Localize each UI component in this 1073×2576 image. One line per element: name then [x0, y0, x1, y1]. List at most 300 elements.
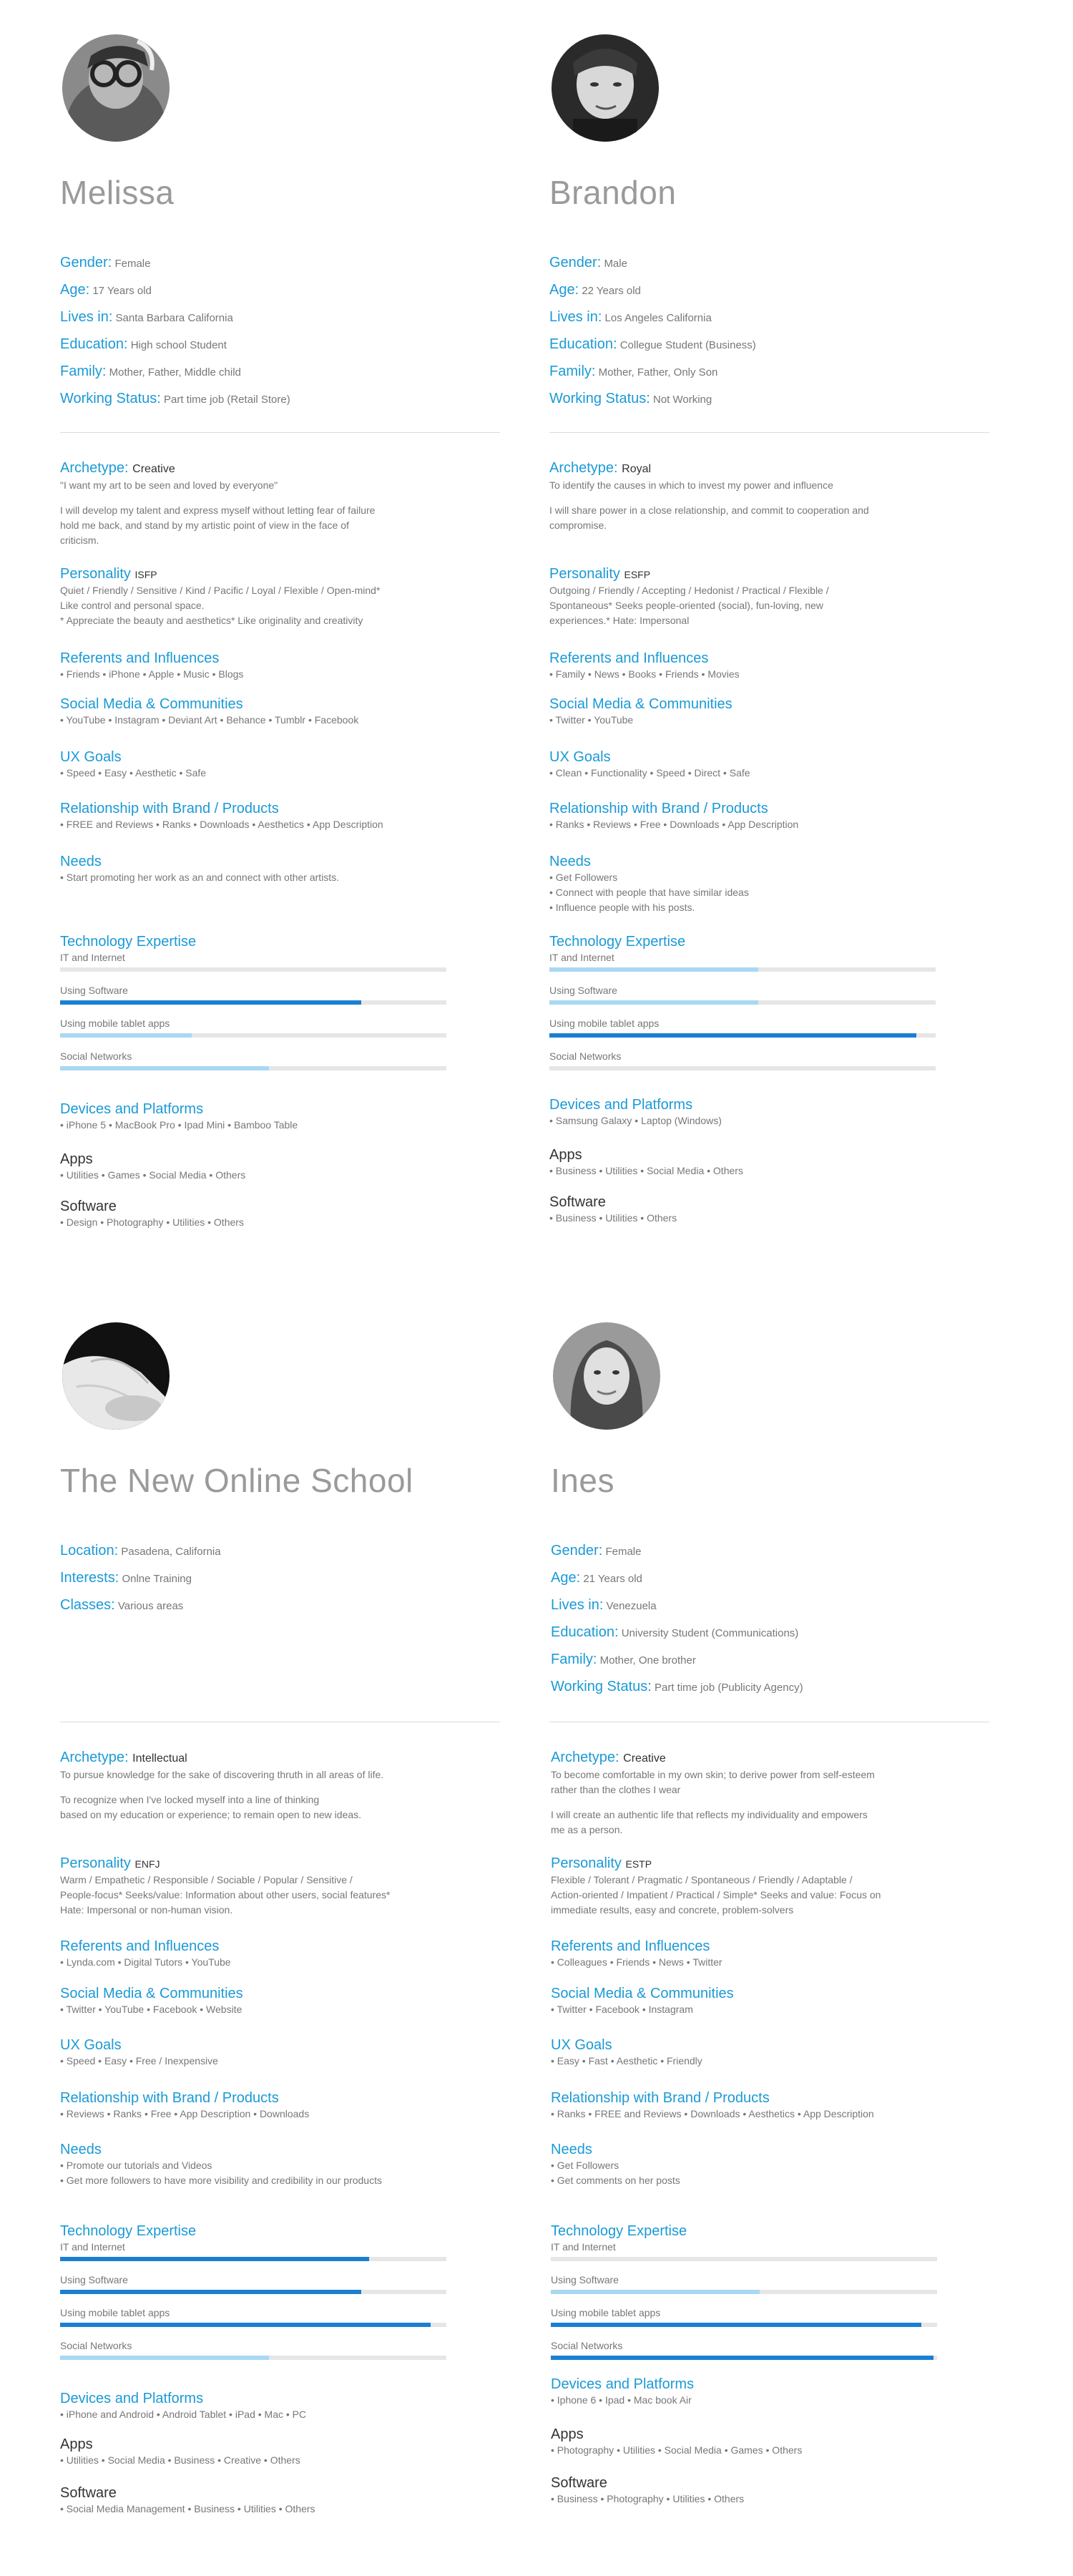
- info-row: [549, 309, 950, 325]
- tech-skill-label: IT and Internet: [549, 952, 614, 963]
- text-line: • Ranks • FREE and Reviews • Downloads • Aesthetics • App Description: [551, 2108, 874, 2119]
- needs-section: [60, 2141, 461, 2188]
- info-label: Lives in:: [60, 309, 113, 325]
- tech-skill-label: Using Software: [549, 985, 617, 996]
- brand-list: [60, 2107, 461, 2122]
- tech-skill-label: Using mobile tablet apps: [551, 2307, 661, 2318]
- text-line: • Clean • Functionality • Speed • Direct • Safe: [549, 767, 750, 779]
- text-line: • Twitter • YouTube • Facebook • Website: [60, 2004, 242, 2015]
- skill-level-bar: [60, 967, 446, 972]
- skill-level-fill: [551, 2290, 760, 2294]
- software-list: [549, 1211, 950, 1226]
- social-title: Social Media & Communities: [549, 696, 733, 712]
- social-title: Social Media & Communities: [551, 1986, 734, 2001]
- apps-title: Apps: [60, 2436, 93, 2452]
- personality-text: [551, 1873, 951, 1918]
- social-section: [60, 696, 461, 728]
- spacer: [549, 493, 950, 503]
- text-line: Outgoing / Friendly / Accepting / Hedonist / Practical / Flexible /: [549, 585, 829, 596]
- referents-title: Referents and Influences: [60, 650, 220, 666]
- section-title: [60, 1855, 461, 1873]
- avatar-photo-icon: [553, 1322, 660, 1430]
- technology-expertise-section: [551, 2223, 951, 2373]
- personality-label: Personality: [551, 1855, 622, 1871]
- personality-text: [60, 583, 461, 628]
- tech-skill-label: Social Networks: [549, 1050, 622, 1062]
- text-line: experiences.* Hate: Impersonal: [549, 615, 690, 626]
- text-line: "I want my art to be seen and loved by everyone": [60, 479, 278, 491]
- text-line: • Twitter • Facebook • Instagram: [551, 2004, 693, 2015]
- tech-skill-label: Social Networks: [60, 2340, 132, 2351]
- info-value: Not Working: [652, 394, 712, 406]
- personality-section: [549, 565, 950, 628]
- brand-section: [549, 800, 950, 832]
- skill-level-bar: [551, 2356, 937, 2360]
- text-line: • Design • Photography • Utilities • Others: [60, 1216, 244, 1228]
- info-row: [549, 364, 950, 379]
- ux-title: UX Goals: [60, 749, 122, 765]
- tech-skill-label: Using Software: [60, 985, 128, 996]
- info-value: Santa Barbara California: [115, 312, 233, 324]
- skill-level-fill: [60, 1033, 192, 1038]
- referents-list: [551, 1955, 951, 1970]
- info-value: Onlne Training: [122, 1573, 192, 1585]
- social-list: [551, 2002, 951, 2017]
- text-line: • Business • Utilities • Social Media • Others: [549, 1165, 743, 1176]
- personality-section: [60, 1855, 461, 1918]
- avatar-school: [62, 1322, 170, 1430]
- tech-skill-label: IT and Internet: [60, 2241, 125, 2253]
- apps-list: [60, 2453, 461, 2468]
- ux-list: [549, 766, 950, 781]
- text-line: • Easy • Fast • Aesthetic • Friendly: [551, 2055, 702, 2067]
- needs-list: [551, 2158, 951, 2188]
- software-list: [60, 1215, 461, 1230]
- text-line: Like control and personal space.: [60, 600, 205, 611]
- ux-title: UX Goals: [60, 2037, 122, 2053]
- info-label: Education:: [60, 336, 128, 352]
- text-line: • Photography • Utilities • Social Media • Games • Others: [551, 2444, 803, 2456]
- info-value: University Student (Communications): [621, 1627, 799, 1639]
- skill-level-fill: [549, 1000, 758, 1005]
- text-line: • iPhone 5 • MacBook Pro • Ipad Mini • Bamboo Table: [60, 1119, 298, 1131]
- social-section: [551, 1985, 951, 2017]
- tech-skill-label: Using mobile tablet apps: [60, 2307, 170, 2318]
- archetype-value: Creative: [623, 1752, 666, 1765]
- persona-name: Ines: [551, 1462, 614, 1499]
- info-row: [551, 1652, 951, 1667]
- archetype-label: Archetype:: [551, 1750, 619, 1765]
- social-list: [60, 2002, 461, 2017]
- referents-list: [60, 1955, 461, 1970]
- text-line: To become comfortable in my own skin; to derive power from self-esteem: [551, 1769, 875, 1780]
- personality-label: Personality: [60, 566, 131, 582]
- skill-level-bar: [60, 1000, 446, 1005]
- archetype-text: [551, 1767, 951, 1838]
- text-line: Action-oriented / Impatient / Practical / Simple* Seeks and value: Focus on: [551, 1889, 881, 1901]
- info-label: Family:: [60, 364, 107, 379]
- info-label: Family:: [551, 1652, 597, 1667]
- referents-section: [60, 1938, 461, 1970]
- persona-name: Brandon: [549, 174, 677, 211]
- social-list: [549, 713, 950, 728]
- section-title: [551, 1855, 951, 1873]
- text-line: To recognize when I've locked myself into a line of thinking: [60, 1794, 320, 1805]
- info-label: Interests:: [60, 1570, 119, 1586]
- info-row: [60, 391, 461, 406]
- archetype-label: Archetype:: [60, 1750, 129, 1765]
- skill-level-bar: [549, 1066, 936, 1070]
- software-section: [549, 1194, 950, 1226]
- text-line: • Family • News • Books • Friends • Movies: [549, 668, 740, 680]
- persona-name: The New Online School: [60, 1462, 413, 1499]
- text-line: immediate results, easy and concrete, problem-solvers: [551, 1904, 794, 1916]
- personality-text: [549, 583, 950, 628]
- text-line: To pursue knowledge for the sake of discovering thruth in all areas of life.: [60, 1769, 384, 1780]
- skill-level-bar: [549, 967, 936, 972]
- personality-type: ESFP: [624, 569, 651, 580]
- apps-list: [60, 1168, 461, 1183]
- info-label: Working Status:: [551, 1679, 652, 1694]
- text-line: • FREE and Reviews • Ranks • Downloads • Aesthetics • App Description: [60, 819, 383, 830]
- text-line: • Get more followers to have more visibility and credibility in our products: [60, 2175, 382, 2186]
- apps-list: [549, 1163, 950, 1179]
- text-line: • Utilities • Social Media • Business • Creative • Others: [60, 2454, 300, 2466]
- apps-section: [551, 2426, 951, 2458]
- text-line: • Get Followers: [549, 872, 618, 883]
- tech-skill-label: Using Software: [60, 2274, 128, 2285]
- skill-level-fill: [549, 1033, 916, 1038]
- personality-label: Personality: [549, 566, 620, 582]
- text-line: Quiet / Friendly / Sensitive / Kind / Pacific / Loyal / Flexible / Open-mind*: [60, 585, 381, 596]
- section-title: [60, 459, 461, 478]
- info-value: Collegue Student (Business): [619, 339, 756, 351]
- ux-section: [551, 2036, 951, 2069]
- ux-list: [551, 2054, 951, 2069]
- devices-section: [551, 2376, 951, 2408]
- devices-list: [549, 1113, 950, 1128]
- info-value: 22 Years old: [582, 285, 641, 297]
- needs-section: [60, 853, 461, 885]
- archetype-value: Intellectual: [132, 1752, 187, 1765]
- personality-type: ESTP: [625, 1858, 652, 1870]
- ux-title: UX Goals: [549, 749, 611, 765]
- software-title: Software: [551, 2475, 607, 2491]
- referents-section: [60, 650, 461, 682]
- referents-title: Referents and Influences: [551, 1938, 710, 1954]
- needs-title: Needs: [60, 854, 102, 869]
- ux-section: [60, 748, 461, 781]
- referents-list: [60, 667, 461, 682]
- info-row: [549, 336, 950, 352]
- apps-title: Apps: [551, 2426, 584, 2442]
- technology-title: Technology Expertise: [60, 2223, 197, 2239]
- skill-level-fill: [60, 1000, 361, 1005]
- text-line: • Colleagues • Friends • News • Twitter: [551, 1956, 722, 1968]
- persona-header-school: [60, 1288, 461, 1624]
- devices-list: [551, 2393, 951, 2408]
- text-line: criticism.: [60, 535, 99, 546]
- info-value: Female: [605, 1546, 642, 1558]
- avatar-photo-icon: [552, 34, 659, 142]
- apps-title: Apps: [60, 1151, 93, 1167]
- avatar-melissa: [62, 34, 170, 142]
- info-value: 21 Years old: [583, 1573, 642, 1585]
- text-line: I will develop my talent and express myself without letting fear of failure: [60, 504, 376, 516]
- text-line: Spontaneous* Seeks people-oriented (social), fun-loving, new: [549, 600, 823, 611]
- skill-level-bar: [551, 2290, 937, 2294]
- referents-section: [549, 650, 950, 682]
- spacer: [60, 493, 461, 503]
- tech-skill-label: IT and Internet: [551, 2241, 616, 2253]
- needs-list: [549, 870, 950, 915]
- ux-list: [60, 2054, 461, 2069]
- text-line: People-focus* Seeks/value: Information about other users, social features*: [60, 1889, 391, 1901]
- brand-title: Relationship with Brand / Products: [60, 801, 279, 816]
- text-line: • Get comments on her posts: [551, 2175, 680, 2186]
- info-label: Age:: [551, 1570, 581, 1586]
- text-line: Hate: Impersonal or non-human vision.: [60, 1904, 233, 1916]
- ux-section: [60, 2036, 461, 2069]
- persona-header-brandon: [549, 0, 950, 418]
- archetype-section: [549, 459, 950, 533]
- archetype-section: [60, 1749, 461, 1823]
- text-line: • Samsung Galaxy • Laptop (Windows): [549, 1115, 722, 1126]
- text-line: I will create an authentic life that reflects my individuality and empowers: [551, 1809, 868, 1820]
- text-line: • Get Followers: [551, 2160, 619, 2171]
- text-line: • Social Media Management • Business • Utilities • Others: [60, 2503, 315, 2514]
- technology-title: Technology Expertise: [549, 934, 686, 950]
- text-line: • Utilities • Games • Social Media • Others: [60, 1169, 246, 1181]
- skill-level-fill: [60, 2356, 269, 2360]
- text-line: • Lynda.com • Digital Tutors • YouTube: [60, 1956, 231, 1968]
- info-row: [60, 1543, 461, 1558]
- persona-header-melissa: [60, 0, 461, 418]
- brand-list: [60, 817, 461, 832]
- info-label: Gender:: [551, 1543, 603, 1558]
- brand-title: Relationship with Brand / Products: [549, 801, 768, 816]
- devices-title: Devices and Platforms: [549, 1097, 693, 1113]
- info-value: Part time job (Retail Store): [163, 394, 290, 406]
- devices-title: Devices and Platforms: [60, 1101, 204, 1117]
- devices-list: [60, 2407, 461, 2422]
- persona-header-ines: [551, 1288, 951, 1706]
- section-title: [551, 1749, 951, 1767]
- apps-list: [551, 2443, 951, 2458]
- info-value: Venezuela: [606, 1600, 657, 1612]
- personality-text: [60, 1873, 461, 1918]
- social-title: Social Media & Communities: [60, 696, 243, 712]
- skill-level-fill: [60, 2257, 369, 2261]
- info-label: Education:: [551, 1624, 619, 1640]
- archetype-text: [60, 478, 461, 548]
- needs-list: [60, 870, 461, 885]
- brand-title: Relationship with Brand / Products: [551, 2090, 770, 2106]
- tech-skill-label: Social Networks: [60, 1050, 132, 1062]
- text-line: • Friends • iPhone • Apple • Music • Blogs: [60, 668, 244, 680]
- info-row: [551, 1679, 951, 1694]
- info-label: Gender:: [60, 255, 112, 270]
- devices-section: [549, 1096, 950, 1128]
- archetype-section: [60, 459, 461, 548]
- referents-list: [549, 667, 950, 682]
- devices-section: [60, 1101, 461, 1133]
- personality-section: [60, 565, 461, 628]
- skill-level-bar: [60, 2290, 446, 2294]
- needs-title: Needs: [551, 2142, 592, 2157]
- devices-title: Devices and Platforms: [60, 2391, 204, 2406]
- text-line: • Business • Photography • Utilities • Others: [551, 2493, 745, 2504]
- section-divider: [60, 432, 500, 433]
- devices-title: Devices and Platforms: [551, 2376, 695, 2392]
- spacer: [60, 1782, 461, 1792]
- section-title: [60, 1749, 461, 1767]
- text-line: • Iphone 6 • Ipad • Mac book Air: [551, 2394, 692, 2406]
- skill-level-fill: [60, 1066, 269, 1070]
- info-row: [549, 255, 950, 270]
- needs-title: Needs: [549, 854, 591, 869]
- info-value: Various areas: [117, 1600, 184, 1612]
- software-section: [60, 2484, 461, 2517]
- archetype-text: [60, 1767, 461, 1823]
- text-line: • Speed • Easy • Aesthetic • Safe: [60, 767, 207, 779]
- technology-expertise-section: [60, 2223, 461, 2373]
- software-section: [60, 1198, 461, 1230]
- social-section: [549, 696, 950, 728]
- info-row: [60, 336, 461, 352]
- text-line: based on my education or experience; to remain open to new ideas.: [60, 1809, 362, 1820]
- skill-level-bar: [60, 2356, 446, 2360]
- avatar-photo-icon: [62, 34, 170, 142]
- text-line: Warm / Empathetic / Responsible / Sociable / Popular / Sensitive /: [60, 1874, 353, 1885]
- brand-section: [60, 2089, 461, 2122]
- software-section: [551, 2474, 951, 2507]
- text-line: • Connect with people that have similar ideas: [549, 887, 749, 898]
- software-list: [551, 2492, 951, 2507]
- info-row: [60, 364, 461, 379]
- info-row: [551, 1597, 951, 1613]
- text-line: • Reviews • Ranks • Free • App Description • Downloads: [60, 2108, 310, 2119]
- info-value: 17 Years old: [92, 285, 152, 297]
- skill-level-bar: [60, 1033, 446, 1038]
- tech-skill-label: Using mobile tablet apps: [549, 1018, 660, 1029]
- archetype-value: Creative: [132, 463, 175, 475]
- text-line: Flexible / Tolerant / Pragmatic / Spontaneous / Friendly / Adaptable /: [551, 1874, 853, 1885]
- apps-section: [549, 1146, 950, 1179]
- avatar-photo-icon: [62, 1322, 170, 1430]
- tech-skill-label: Using Software: [551, 2274, 619, 2285]
- info-row: [60, 309, 461, 325]
- spacer: [551, 1797, 951, 1807]
- technology-title: Technology Expertise: [60, 934, 197, 950]
- text-line: • Influence people with his posts.: [549, 902, 695, 913]
- text-line: • Start promoting her work as an and connect with other artists.: [60, 872, 340, 883]
- text-line: compromise.: [549, 519, 607, 531]
- software-list: [60, 2502, 461, 2517]
- personality-label: Personality: [60, 1855, 131, 1871]
- info-row: [60, 282, 461, 298]
- info-value: High school Student: [130, 339, 227, 351]
- avatar-brandon: [552, 34, 659, 142]
- info-row: [60, 255, 461, 270]
- section-divider: [549, 432, 989, 433]
- needs-section: [549, 853, 950, 915]
- referents-section: [551, 1938, 951, 1970]
- info-value: Pasadena, California: [121, 1546, 221, 1558]
- archetype-label: Archetype:: [60, 460, 129, 476]
- brand-list: [551, 2107, 951, 2122]
- software-title: Software: [549, 1194, 606, 1210]
- info-row: [551, 1624, 951, 1640]
- section-title: [549, 565, 950, 583]
- info-value: Male: [604, 258, 627, 270]
- info-value: Mother, One brother: [599, 1654, 696, 1667]
- skill-level-bar: [549, 1033, 936, 1038]
- text-line: • Twitter • YouTube: [549, 714, 634, 726]
- text-line: • Promote our tutorials and Videos: [60, 2160, 212, 2171]
- personality-type: ISFP: [134, 569, 157, 580]
- info-label: Gender:: [549, 255, 602, 270]
- info-value: Part time job (Publicity Agency): [654, 1682, 803, 1694]
- social-list: [60, 713, 461, 728]
- personality-type: ENFJ: [134, 1858, 160, 1870]
- brand-title: Relationship with Brand / Products: [60, 2090, 279, 2106]
- info-label: Classes:: [60, 1597, 115, 1613]
- skill-level-fill: [549, 967, 758, 972]
- text-line: hold me back, and stand by my artistic point of view in the face of: [60, 519, 349, 531]
- info-label: Working Status:: [60, 391, 161, 406]
- info-label: Education:: [549, 336, 617, 352]
- needs-section: [551, 2141, 951, 2188]
- personality-section: [551, 1855, 951, 1918]
- section-title: [60, 565, 461, 583]
- brand-list: [549, 817, 950, 832]
- devices-section: [60, 2390, 461, 2422]
- skill-level-fill: [60, 2290, 361, 2294]
- ux-list: [60, 766, 461, 781]
- social-section: [60, 1985, 461, 2017]
- info-row: [549, 391, 950, 406]
- needs-list: [60, 2158, 461, 2188]
- software-title: Software: [60, 1199, 117, 1214]
- technology-expertise-section: [60, 933, 461, 1083]
- text-line: rather than the clothes I wear: [551, 1784, 681, 1795]
- technology-title: Technology Expertise: [551, 2223, 687, 2239]
- text-line: • YouTube • Instagram • Deviant Art • Behance • Tumblr • Facebook: [60, 714, 359, 726]
- section-title: [549, 459, 950, 478]
- skill-level-bar: [60, 1066, 446, 1070]
- brand-section: [551, 2089, 951, 2122]
- skill-level-bar: [551, 2323, 937, 2327]
- info-value: Mother, Father, Only Son: [598, 366, 718, 379]
- brand-section: [60, 800, 461, 832]
- tech-skill-label: Using mobile tablet apps: [60, 1018, 170, 1029]
- info-label: Working Status:: [549, 391, 650, 406]
- ux-title: UX Goals: [551, 2037, 612, 2053]
- skill-level-bar: [60, 2257, 446, 2261]
- skill-level-bar: [60, 2323, 446, 2327]
- info-value: Female: [114, 258, 151, 270]
- persona-name: Melissa: [60, 174, 175, 211]
- skill-level-fill: [60, 2323, 431, 2327]
- info-row: [551, 1543, 951, 1558]
- text-line: I will share power in a close relationship, and commit to cooperation and: [549, 504, 869, 516]
- text-line: me as a person.: [551, 1824, 623, 1835]
- referents-title: Referents and Influences: [60, 1938, 220, 1954]
- referents-title: Referents and Influences: [549, 650, 709, 666]
- info-label: Age:: [549, 282, 579, 298]
- ux-section: [549, 748, 950, 781]
